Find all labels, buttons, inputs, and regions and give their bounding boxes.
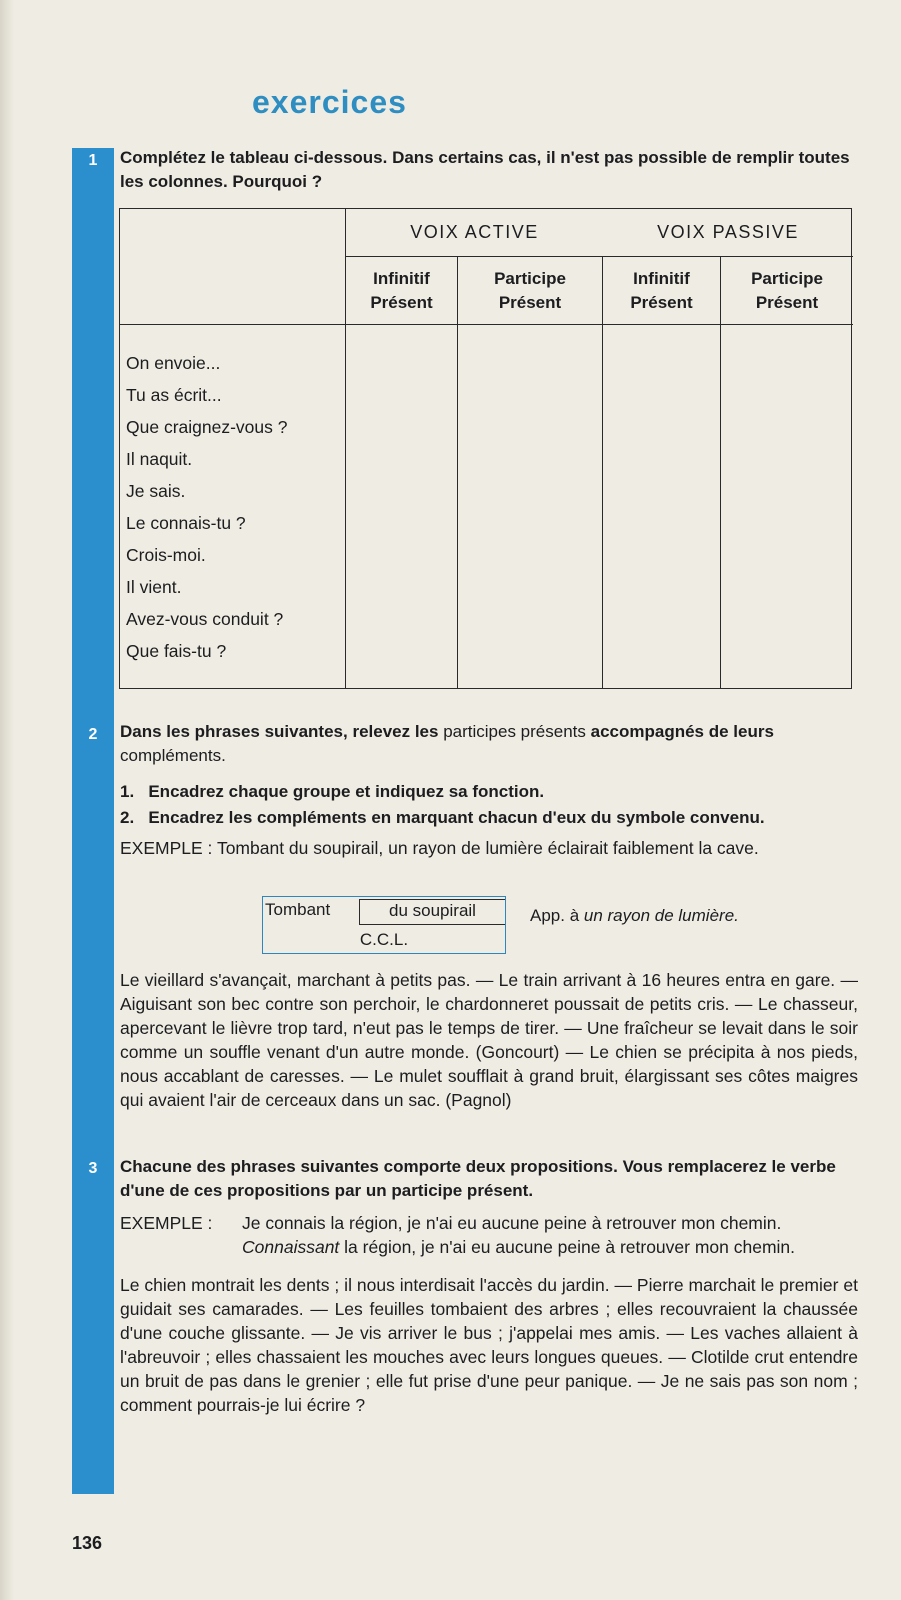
exercise-2-instruction bbox=[120, 720, 858, 768]
col-label-line-2: Présent bbox=[370, 292, 433, 312]
example-label: EXEMPLE : bbox=[120, 1213, 213, 1233]
col-participe-passive bbox=[721, 257, 853, 325]
page-title: exercices bbox=[252, 84, 407, 120]
instr-bold: Dans les phrases suivantes, relevez les bbox=[120, 722, 439, 741]
apposition-note bbox=[530, 906, 739, 926]
verb-list bbox=[120, 325, 346, 688]
blank-cell bbox=[346, 325, 458, 688]
box-participle: Tombant bbox=[265, 900, 331, 919]
verb-row: Le connais-tu ? bbox=[126, 513, 246, 533]
example-italic: Connaissant bbox=[242, 1237, 340, 1257]
app-prefix: App. à bbox=[530, 906, 580, 925]
verb-row: On envoie... bbox=[126, 353, 221, 373]
page-number: 136 bbox=[72, 1533, 103, 1553]
exercise-2-text-block bbox=[120, 968, 858, 1112]
exercise-2-step-2: 2. Encadrez les compléments en marquant chacun d'eux du symbole convenu. bbox=[120, 808, 765, 827]
box-complement: du soupirail bbox=[359, 899, 505, 925]
exercise-margin-bar bbox=[72, 148, 114, 1494]
col-label-line-1: Participe bbox=[494, 268, 566, 288]
col-participe-active bbox=[458, 257, 603, 325]
verb-row: Il naquit. bbox=[126, 449, 193, 469]
conjugation-table bbox=[119, 208, 852, 689]
instr-normal: compléments. bbox=[120, 746, 226, 765]
header-voix-passive: VOIX PASSIVE bbox=[603, 209, 853, 257]
verb-row: Il vient. bbox=[126, 577, 182, 597]
exercise-1 bbox=[120, 146, 858, 194]
col-label-line-1: Infinitif bbox=[373, 268, 430, 288]
exercise-2-number: 2 bbox=[88, 726, 98, 743]
exercise-1-instruction: Complétez le tableau ci-dessous. Dans certains cas, il n'est pas possible de remplir toutes les colonnes. Pourquoi ? bbox=[120, 148, 850, 191]
col-label-line-1: Infinitif bbox=[633, 268, 690, 288]
verb-row: Que fais-tu ? bbox=[126, 641, 227, 661]
blank-cell bbox=[603, 325, 721, 688]
verb-row: Je sais. bbox=[126, 481, 186, 501]
exercise-2 bbox=[120, 720, 858, 860]
example-sentence: Je connais la région, je n'ai eu aucune peine à retrouver mon chemin. bbox=[242, 1213, 782, 1233]
verb-row: Que craignez-vous ? bbox=[126, 417, 288, 437]
instr-bold: accompagnés de leurs bbox=[590, 722, 774, 741]
exercise-3-example bbox=[120, 1211, 858, 1259]
blank-cell bbox=[721, 325, 853, 688]
example-transformed bbox=[242, 1235, 795, 1259]
col-infinitif-active bbox=[346, 257, 458, 325]
exercise-3 bbox=[120, 1155, 858, 1417]
col-label-line-1: Participe bbox=[751, 268, 823, 288]
col-infinitif-passive bbox=[603, 257, 721, 325]
exercise-1-number: 1 bbox=[88, 152, 98, 169]
instr-normal: participes présents bbox=[443, 722, 586, 741]
exercise-3-instruction: Chacune des phrases suivantes comporte deux propositions. Vous remplacerez le verbe d'une de ces propositions par un participe présent. bbox=[120, 1157, 836, 1200]
example-analysis-box bbox=[262, 896, 506, 954]
app-italic: un rayon de lumière. bbox=[583, 906, 739, 925]
box-function-label: C.C.L. bbox=[359, 930, 409, 949]
table-corner-cell bbox=[120, 209, 346, 325]
blank-cell bbox=[458, 325, 603, 688]
page-edge bbox=[0, 0, 14, 1600]
verb-row: Tu as écrit... bbox=[126, 385, 222, 405]
verb-row: Crois-moi. bbox=[126, 545, 206, 565]
header-voix-active: VOIX ACTIVE bbox=[346, 209, 603, 257]
exercise-3-text: Le chien montrait les dents ; il nous interdisait l'accès du jardin. — Pierre marchait le premier et guidait ses camarades. — Les feuilles tombaient des arbres ; elles recouvraient la chaussée d'une couche glissante. — Je vis arriver le bus ; j'appelai mes amis. — Les vaches allaient à l'abreuvoir ; elles chassaient les mouches avec leurs longues queues. — Clotilde crut entendre un bruit de pas dans le grenier ; elle fut prise d'une peur panique. — Je ne sais pas son nom ; comment pourrais-je lui écrire ? bbox=[120, 1275, 858, 1415]
exercise-2-example: EXEMPLE : Tombant du soupirail, un rayon de lumière éclairait faiblement la cave. bbox=[120, 838, 759, 858]
exercise-2-text: Le vieillard s'avançait, marchant à petits pas. — Le train arrivant à 16 heures entra en gare. — Aiguisant son bec contre son perchoir, le chardonneret poussait de petits cris. — Le chasseur, apercevant le lièvre trop tard, n'eut pas le temps de tirer. — Une fraîcheur se levait dans le soir comme un souffle venant d'un autre monde. (Goncourt) — Le chien se précipita à nos pieds, nous accablant de caresses. — Le mulet soufflait à grand bruit, élargissant ses côtes maigres qui avaient l'air de cerceaux dans un sac. (Pagnol) bbox=[120, 970, 858, 1110]
col-label-line-2: Présent bbox=[755, 292, 819, 312]
col-label-line-2: Présent bbox=[498, 292, 562, 312]
exercise-3-number: 3 bbox=[88, 1160, 98, 1177]
example-body bbox=[242, 1211, 795, 1259]
col-label-line-2: Présent bbox=[630, 292, 693, 312]
verb-row: Avez-vous conduit ? bbox=[126, 609, 284, 629]
exercise-2-step-1: 1. Encadrez chaque groupe et indiquez sa fonction. bbox=[120, 782, 545, 801]
example-rest: la région, je n'ai eu aucune peine à retrouver mon chemin. bbox=[344, 1237, 796, 1257]
